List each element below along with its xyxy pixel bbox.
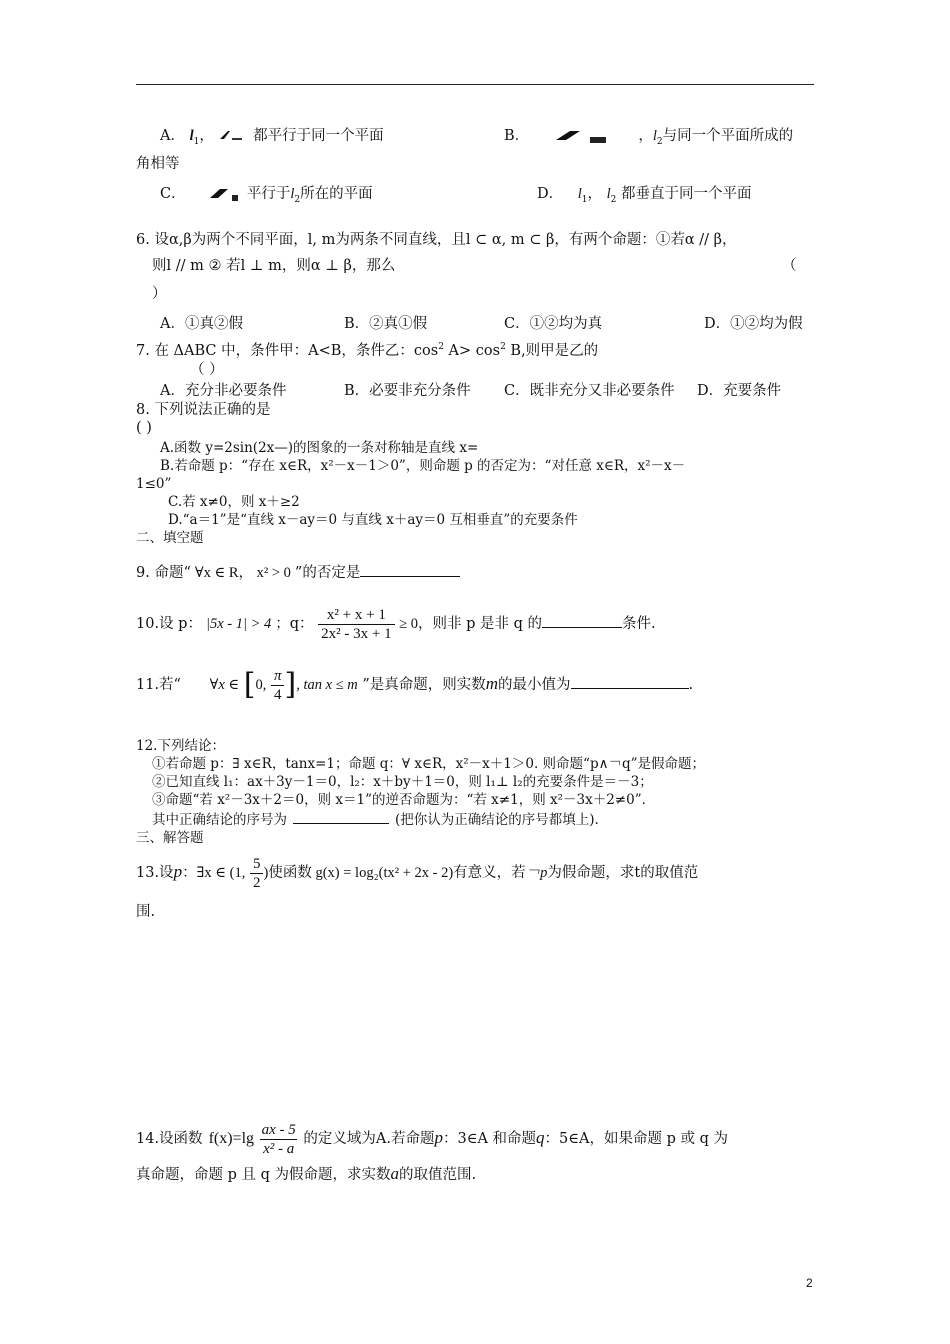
- q8-option-d: D.“a＝1”是“直线 x－ay＝0 与直线 x＋ay＝0 互相垂直”的充要条件: [168, 512, 578, 528]
- q5-option-b: B． ，$l_2$与同一个平面所成的: [504, 128, 794, 147]
- q5-option-a: A． $l_1$， 都平行于同一个平面: [160, 128, 384, 147]
- q8-option-b-cont: 1≤0”: [136, 476, 172, 492]
- q7-paren: （ ）: [190, 362, 224, 378]
- page-number: 2: [806, 1276, 813, 1290]
- section-heading-fill-blank: 二、填空题: [136, 530, 204, 546]
- q10-fraction: $\frac{\text{x² + x + 1}}{\text{2x² - 3x + 1}}$: [318, 606, 394, 643]
- q9: 9. 命题“ ∀x ∈ R， x² > 0 ”的否定是: [136, 562, 460, 583]
- q8-option-b: B.若命题 p：“存在 x∈R，x²－x－1＞0”，则命题 p 的否定为：“对任意 x∈R，x²－x－: [160, 458, 686, 474]
- q6-option-d: D．①②均为假: [704, 316, 803, 332]
- q14: 14.设函数 f(x)=lg $\frac{ax - 5}{\text{x² - a}}$ 的定义域为A.若命题p：3∈A 和命题q：5∈A，如果命题 p 或 q 为: [136, 1121, 728, 1157]
- q12-conclusion: 其中正确结论的序号为 (把你认为正确结论的序号都填上).: [152, 809, 599, 830]
- q13-fraction: $\frac{5}{2}$: [250, 855, 264, 892]
- q6-option-b: B．②真①假: [344, 316, 428, 332]
- q12-answer-blank[interactable]: [293, 809, 389, 824]
- line-glyph: [208, 186, 242, 202]
- q8-paren: ( ): [136, 420, 152, 436]
- q9-answer-blank[interactable]: [360, 562, 460, 577]
- line-glyph: [554, 128, 614, 144]
- q10: 10.设 p： |5x - 1| > 4 ；q： $\frac{\text{x² + x + 1}}{\text{2x² - 3x + 1}}$ ≥ 0，则非 p 是非 q 的 条件.: [136, 606, 656, 642]
- q11-answer-blank[interactable]: [571, 674, 689, 689]
- q10-answer-blank[interactable]: [542, 613, 622, 628]
- q5-option-c: C． 平行于$l_2$所在的平面: [160, 186, 373, 205]
- q6-paren-open: （: [782, 258, 797, 274]
- header-rule: [136, 84, 814, 85]
- q12-item-1: ①若命题 p：∃ x∈R，tanx=1；命题 q：∀ x∈R，x²－x＋1＞0. 则命题“p∧￢q”是假命题；: [152, 756, 706, 772]
- q8-option-a: A.函数 y=2sin(2x—)的图象的一条对称轴是直线 x=: [160, 440, 479, 456]
- q11-fraction: $\frac{\pi}{4}$: [271, 667, 285, 704]
- q6-paren-close: ）: [152, 286, 167, 302]
- q12-item-2: ②已知直线 l₁：ax＋3y－1＝0，l₂：x＋by＋1＝0，则 l₁⊥ l₂的充要条件是＝－3；: [152, 774, 653, 790]
- q7-option-b: B．必要非充分条件: [344, 383, 471, 399]
- q14-cont: 真命题，命题 p 且 q 为假命题，求实数a的取值范围.: [136, 1164, 477, 1183]
- q6-stem-2: 则l // m ② 若l ⊥ m，则α ⊥ β，那么: [152, 258, 396, 274]
- q13-cont: 围.: [136, 904, 156, 920]
- q6-option-a: A．①真②假: [160, 316, 243, 332]
- q7-option-c: C．既非充分又非必要条件: [504, 383, 675, 399]
- q7-option-d: D．充要条件: [697, 383, 782, 399]
- section-heading-solutions: 三、解答题: [136, 830, 204, 846]
- q12-item-3: ③命题“若 x²－3x＋2＝0，则 x＝1”的逆否命题为：“若 x≠1，则 x²－3x＋2≠0”．: [152, 792, 656, 808]
- q7-stem: 7. 在 ΔABC 中，条件甲：A<B，条件乙：$\cos^2 A> \cos^2 B$,则甲是乙的: [136, 342, 599, 359]
- q13: 13.设p：∃x ∈ (1, $\frac{5}{2}$ )使函数 g(x) = log₂(tx² + 2x - 2)有意义，若￢p为假命题，求t的取值范: [136, 855, 699, 891]
- q12-stem: 12.下列结论：: [136, 738, 225, 754]
- q8-option-c: C.若 x≠0，则 x＋≥2: [168, 494, 300, 510]
- q11: 11.若“ ∀x ∈ [0, $\frac{\pi}{4}$ ], tan x ≤ m ”是真命题，则实数m的最小值为 .: [136, 667, 694, 703]
- q14-fraction: $\frac{ax - 5}{\text{x² - a}}$: [261, 1121, 296, 1157]
- q5-option-d: D． $l_1$， $l_2$ 都垂直于同一个平面: [537, 186, 752, 205]
- q6-stem: 6. 设α,β为两个不同平面，l, m为两条不同直线，且l ⊂ α, m ⊂ β，有两个命题：①若α // β，: [136, 232, 737, 248]
- q6-option-c: C．①②均为真: [504, 316, 603, 332]
- line-l2-glyph: [218, 129, 248, 143]
- q5-option-b-cont: 角相等: [136, 156, 180, 172]
- q7-option-a: A．充分非必要条件: [160, 383, 287, 399]
- q8-stem: 8. 下列说法正确的是: [136, 402, 271, 418]
